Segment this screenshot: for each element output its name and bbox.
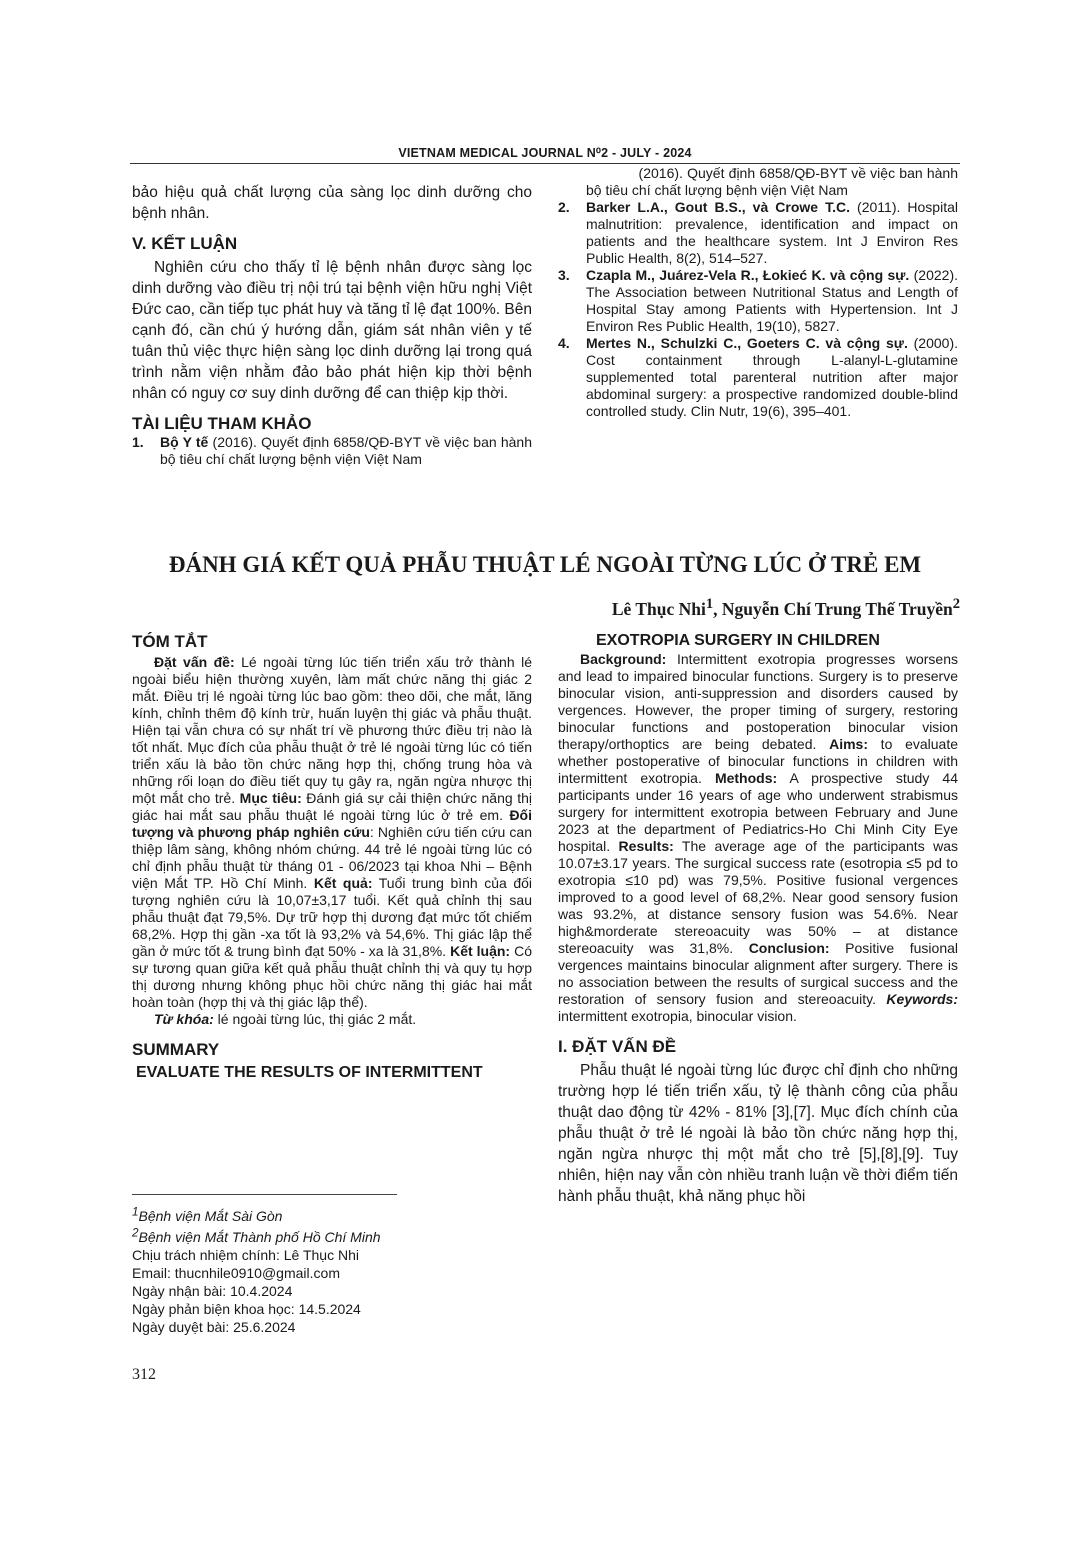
conclusion-heading: V. KẾT LUẬN bbox=[132, 234, 238, 253]
keywords-label: Từ khóa: bbox=[154, 1011, 214, 1027]
summary-column bbox=[558, 632, 958, 1207]
summary-text: Positive fusional vergences maintains binocular alignment after surgery. There is no association between the results of surgical success and the restoration of sensory fusion and stereoacuity. bbox=[558, 940, 958, 1007]
summary-title-line2: EXOTROPIA SURGERY IN CHILDREN bbox=[596, 632, 880, 649]
date-reviewed: Ngày phản biện khoa học: 14.5.2024 bbox=[132, 1301, 361, 1318]
abstract-vi-paragraph bbox=[132, 654, 532, 1011]
keywords-text: lé ngoài từng lúc, thị giác 2 mắt. bbox=[213, 1011, 417, 1027]
reference-item bbox=[558, 199, 958, 267]
summary-title-line1: EVALUATE THE RESULTS OF INTERMITTENT bbox=[136, 1064, 483, 1081]
carry-over-paragraph: bảo hiệu quả chất lượng của sàng lọc dinh dưỡng cho bệnh nhân. bbox=[132, 184, 532, 222]
reference-authors: Bộ Y tế bbox=[160, 434, 209, 450]
reference-item bbox=[558, 335, 958, 420]
conclusion-paragraph: Nghiên cứu cho thấy tỉ lệ bệnh nhân được sàng lọc dinh dưỡng vào điều trị nội trú tại bệnh viện hữu nghị Việt Đức cao, cần tiếp tục phát huy và tăng tỉ lệ đạt 100%. Bên cạnh đó, cần chú ý hướng dẫn, giám sát nhân viên y tế tuân thủ việc thực hiện sàng lọc dinh dưỡng lại trong quá trình nằm viện nhằm đảo bảo phát hiện kịp thời bệnh nhân có nguy cơ suy dinh dưỡng để can thiệp kịp thời. bbox=[132, 259, 532, 402]
reference-authors: Mertes N., Schulzki C., Goeters C. và cộng sự. bbox=[586, 335, 908, 351]
references-heading: TÀI LIỆU THAM KHẢO bbox=[132, 414, 312, 433]
summary-label: Results: bbox=[618, 838, 674, 854]
affiliation-marker: 2 bbox=[952, 596, 960, 612]
abstract-label: Kết luận: bbox=[450, 943, 511, 959]
abstract-vi-column bbox=[132, 632, 532, 1082]
keywords-label: Keywords: bbox=[886, 991, 958, 1007]
header-rule bbox=[130, 163, 960, 164]
summary-text: The average age of the participants was 10.07±3.17 years. The surgical success rate (esotropia ≤5 pd to exotropia ≤10 pd) was 79,5%. Positive fusional vergences improved to a good level of 68,2%. Near good sensory fusion was 93.2%, at distance sensory fusion was 54.6%. Near high&morderate stereoacuity was 50% – at distance stereoacuity was 31,8%. bbox=[558, 838, 958, 956]
abstract-text: : Nghiên cứu tiến cứu can thiệp lâm sàng, không nhóm chứng. 44 trẻ lé ngoài từng lúc có chỉ định phẫu thuật từ tháng 01 - 06/2023 tại khoa Nhi – Bệnh viện Mắt TP. Hồ Chí Minh. bbox=[132, 824, 532, 891]
reference-number: 1. bbox=[132, 434, 144, 450]
summary-label: Conclusion: bbox=[748, 940, 830, 956]
reference-authors: Czapla M., Juárez-Vela R., Łokieć K. và cộng sự. bbox=[586, 267, 910, 283]
abstract-label: Kết quả: bbox=[313, 875, 373, 891]
reference-text: (2022). The Association between Nutritional Status and Length of Hospital Stay among Patients with Hypertension. Int J Environ Res Public Health, 19(10), 5827. bbox=[586, 267, 958, 334]
author-name: Lê Thục Nhi bbox=[611, 598, 706, 619]
email: Email: thucnhile0910@gmail.com bbox=[132, 1265, 340, 1282]
summary-paragraph bbox=[558, 651, 958, 1025]
reference-item-continued bbox=[558, 165, 958, 199]
introduction-paragraph: Phẫu thuật lé ngoài từng lúc được chỉ định cho những trường hợp lé tiến triển xấu, tỷ lệ thành công của phẫu thuật dao động từ 42% - 81% [3],[7]. Mục đích chính của phẫu thuật ở trẻ lé ngoài là bảo tồn chức năng hợp thị, ngăn ngừa nhược thị một mắt cho trẻ [5],[8],[9]. Tuy nhiên, hiện nay vẫn còn nhiều tranh luận về thời điểm tiến hành phẫu thuật, khả năng phục hồi bbox=[558, 1062, 958, 1205]
affiliation-1 bbox=[132, 1203, 532, 1225]
reference-number: 2. bbox=[558, 199, 570, 215]
reference-number: 4. bbox=[558, 335, 570, 351]
author-separator: , bbox=[713, 598, 722, 619]
abstract-label: Mục tiêu: bbox=[239, 790, 302, 806]
reference-item bbox=[558, 267, 958, 335]
date-received: Ngày nhận bài: 10.4.2024 bbox=[132, 1283, 293, 1300]
reference-authors: Barker L.A., Gout B.S., và Crowe T.C. bbox=[586, 199, 850, 215]
affiliation-marker: 1 bbox=[132, 1205, 139, 1218]
keywords-text: intermittent exotropia, binocular vision. bbox=[558, 1008, 797, 1024]
reference-text: (2000). Cost containment through L-alanyl-L-glutamine supplemented total parenteral nutrition after major abdominal surgery: a prospective randomized double-blind controlled study. Clin Nutr, 19(6), 395–401. bbox=[586, 335, 959, 419]
summary-label: Background: bbox=[580, 651, 667, 667]
affiliation-marker: 2 bbox=[132, 1226, 139, 1240]
introduction-heading: I. ĐẶT VẤN ĐỀ bbox=[558, 1037, 677, 1056]
corresponding-author: Chịu trách nhiệm chính: Lê Thục Nhi bbox=[132, 1247, 359, 1264]
summary-heading: SUMMARY bbox=[132, 1040, 220, 1059]
abstract-text: Lé ngoài từng lúc tiến triển xấu trở thành lé ngoài biểu hiện thường xuyên, làm mất chức năng thị giác 2 mắt. Điều trị lé ngoài từng lúc bao gồm: theo dõi, che mắt, lăng kính, chỉnh thêm độ kính trừ, huấn luyện thị giác và phẫu thuật. Hiện tại vẫn chưa có sự nhất trí về phương thức điều trị nào là tốt nhất. Mục đích của phẫu thuật ở trẻ lé ngoài từng lúc có tiến triển xấu là bảo tồn chức năng hợp thị, chống trung hòa và những rối loạn do điều tiết quy tụ gây ra, ngăn ngừa nhược thị một mắt cho trẻ. bbox=[132, 654, 532, 806]
prev-article-left bbox=[132, 182, 532, 468]
date-accepted: Ngày duyệt bài: 25.6.2024 bbox=[132, 1319, 296, 1336]
reference-number: 3. bbox=[558, 267, 570, 283]
affiliation-text: Bệnh viện Mắt Sài Gòn bbox=[138, 1207, 283, 1224]
reference-text-continued: (2016). Quyết định 6858/QĐ-BYT về việc ban hành bộ tiêu chí chất lượng bệnh viện Việt Nam bbox=[586, 165, 958, 198]
affiliation-text: Bệnh viện Mắt Thành phố Hồ Chí Minh bbox=[138, 1229, 381, 1246]
affiliation-2 bbox=[132, 1225, 532, 1247]
abstract-label: Đặt vấn đề: bbox=[154, 654, 235, 670]
abstract-heading: TÓM TẮT bbox=[132, 632, 208, 651]
article-title: ĐÁNH GIÁ KẾT QUẢ PHẪU THUẬT LÉ NGOÀI TỪNG LÚC Ở TRẺ EM bbox=[168, 552, 922, 577]
reference-text: (2016). Quyết định 6858/QĐ-BYT về việc ban hành bộ tiêu chí chất lượng bệnh viện Việt Nam bbox=[160, 434, 532, 467]
keywords-vi bbox=[132, 1011, 532, 1028]
abstract-text: Có sự tương quan giữa kết quả phẫu thuật chỉnh thị và quy tụ hợp thị dương nhưng không phục hồi chức năng thị giác hai mắt hoàn toàn (hợp thị và thị giác lập thể). bbox=[132, 943, 532, 1010]
abstract-text: Đánh giá sự cải thiện chức năng thị giác hai mắt sau phẫu thuật lé ngoài từng lúc ở trẻ em. bbox=[132, 790, 532, 823]
page-number: 312 bbox=[132, 1366, 156, 1383]
summary-text: Intermittent exotropia progresses worsens and lead to impaired binocular functions. Surgery is to preserve binocular vision, anti-suppression and disorders caused by vergences. However, the proper timing of surgery, restoring binocular functions and postoperation binocular vision therapy/orthoptics are being debated. bbox=[558, 651, 958, 752]
footnote-rule bbox=[132, 1194, 397, 1195]
author-line bbox=[460, 596, 960, 620]
reference-text: (2011). Hospital malnutrition: prevalence, identification and impact on patients and the healthcare system. Int J Environ Res Public Health, 8(2), 514–527. bbox=[586, 199, 958, 266]
author-name: Nguyễn Chí Trung Thế Truyền bbox=[721, 598, 953, 619]
abstract-text: Tuổi trung bình của đối tượng nghiên cứu là 10,07±3,17 tuổi. Kết quả chỉnh thị sau phẫu thuật đạt 79,5%. Dự trữ hợp thị dương đạt mức tốt chiếm 68,2%. Hợp thị gần -xa tốt là 93,2% và 54,6%. Thị giác lập thể gần ở mức tốt & trung bình đạt 50% - xa là 31,8%. bbox=[132, 875, 533, 959]
footnotes bbox=[132, 1203, 532, 1336]
summary-label: Methods: bbox=[714, 770, 778, 786]
reference-item bbox=[132, 434, 532, 468]
summary-text: to evaluate whether postoperative of binocular functions in children with intermittent exotropia. bbox=[558, 736, 958, 786]
prev-article-right bbox=[558, 165, 959, 497]
summary-text: A prospective study 44 participants under 16 years of age who underwent strabismus surgery for intermittent exotropia between February and June 2023 at the department of Pediatrics-Ho Chi Minh City Eye hospital. bbox=[558, 770, 958, 854]
affiliation-marker: 1 bbox=[705, 596, 714, 612]
running-header: VIETNAM MEDICAL JOURNAL N⁰2 - JULY - 2024 bbox=[398, 146, 692, 160]
abstract-label: Đối tượng và phương pháp nghiên cứu bbox=[132, 807, 532, 840]
summary-label: Aims: bbox=[829, 736, 868, 752]
